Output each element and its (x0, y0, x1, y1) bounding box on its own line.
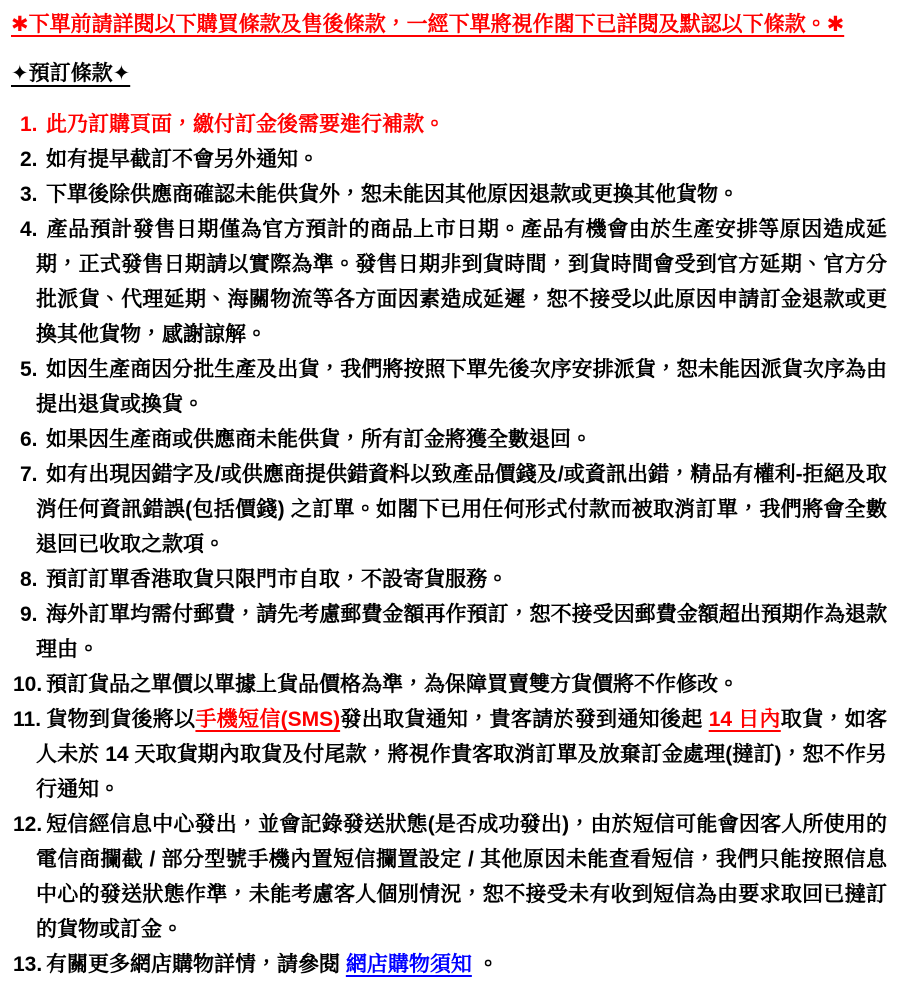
term-text (36, 708, 887, 801)
term-text (36, 463, 887, 556)
term-item-10 (10, 667, 887, 702)
store-shopping-guide-link[interactable]: 網店購物須知 (345, 953, 472, 976)
term-number: 7. (20, 463, 38, 486)
term-text-segment: 海外訂單均需付郵費，請先考慮郵費金額再作預訂，恕不接受因郵費金額超出預期作為退款理由。 (36, 603, 887, 661)
term-text (36, 603, 887, 661)
term-text-segment: 。 (471, 953, 499, 976)
term-text-segment: 如有提早截訂不會另外通知。 (46, 148, 319, 171)
term-text-segment: 產品預計發售日期僅為官方預計的商品上市日期。產品有機會由於生產安排等原因造成延期，正式發售日期請以實際為準。發售日期非到貨時間，到貨時間會受到官方延期、官方分批派貨、代理延期、海關物流等各方面因素造成延遲，恕不接受以此原因申請訂金退款或更換其他貨物，感謝諒解。 (36, 218, 887, 346)
term-number: 12. (13, 813, 43, 836)
term-text (46, 113, 445, 136)
term-number: 5. (20, 358, 38, 381)
preorder-terms-title-text: ✦預訂條款✦ (11, 62, 131, 85)
term-item-4 (10, 212, 887, 352)
preorder-terms-title (11, 59, 887, 89)
term-number: 11. (13, 708, 42, 731)
terms-list (10, 107, 887, 982)
term-item-3 (10, 177, 887, 212)
term-text-segment: 預訂訂單香港取貨只限門市自取，不設寄貨服務。 (46, 568, 508, 591)
term-text (46, 183, 739, 206)
purchase-notice-header: ✱下單前請詳閱以下購買條款及售後條款，一經下單將視作閣下已詳閱及默認以下條款。✱ (11, 13, 845, 36)
term-item-13 (10, 947, 887, 982)
term-item-2 (10, 142, 887, 177)
term-text (36, 813, 887, 941)
term-text-segment: 此乃訂購頁面，繳付訂金後需要進行補款。 (46, 113, 445, 136)
term-text (36, 358, 887, 416)
term-item-5 (10, 352, 887, 422)
term-item-1 (10, 107, 887, 142)
term-text (46, 148, 319, 171)
term-text-segment: 發出取貨通知，貴客請於發到通知後起 (340, 708, 709, 731)
term-number: 8. (20, 568, 38, 591)
term-number: 10. (13, 673, 43, 696)
term-text (46, 568, 508, 591)
term-text (46, 428, 592, 451)
term-text-segment: 有關更多網店購物詳情，請參閱 (46, 953, 346, 976)
term-number: 3. (20, 183, 38, 206)
term-text-segment: 如有出現因錯字及/或供應商提供錯資料以致產品價錢及/或資訊出錯，精品有權利-拒絕及取消任何資訊錯誤(包括價錢) 之訂單。如閣下已用任何形式付款而被取消訂單，我們將會全數退回已收取之款項。 (36, 463, 887, 556)
term-item-8 (10, 562, 887, 597)
term-number: 4. (20, 218, 38, 241)
term-text-segment: 取貨，如客人未於 14 天取貨期內取貨及付尾款，將視作貴客取消訂單及放棄訂金處理(撻訂)，恕不作另行通知。 (36, 708, 888, 801)
term-item-7 (10, 457, 887, 562)
term-number: 6. (20, 428, 38, 451)
term-item-11 (10, 702, 887, 807)
term-item-9 (10, 597, 887, 667)
term-text-segment: 預訂貨品之單價以單據上貨品價格為準，為保障買賣雙方貨價將不作修改。 (46, 673, 739, 696)
pickup-deadline-emphasis: 14 日內 (708, 708, 781, 731)
term-number: 13. (13, 953, 43, 976)
term-text-segment: 如因生產商因分批生產及出貨，我們將按照下單先後次序安排派貨，恕未能因派貨次序為由提出退貨或換貨。 (36, 358, 887, 416)
term-number: 9. (20, 603, 38, 626)
term-number: 2. (20, 148, 38, 171)
term-item-6 (10, 422, 887, 457)
term-text (46, 953, 499, 976)
term-text-segment: 貨物到貨後將以 (46, 708, 196, 731)
term-item-12 (10, 807, 887, 947)
term-text (46, 673, 739, 696)
term-text-segment: 下單後除供應商確認未能供貨外，恕未能因其他原因退款或更換其他貨物。 (46, 183, 739, 206)
term-text (36, 218, 887, 346)
term-text-segment: 如果因生產商或供應商未能供貨，所有訂金將獲全數退回。 (46, 428, 592, 451)
term-number: 1. (20, 113, 38, 136)
sms-notice-emphasis: 手機短信(SMS) (195, 708, 341, 731)
term-text-segment: 短信經信息中心發出，並會記錄發送狀態(是否成功發出)，由於短信可能會因客人所使用的電信商攔截 / 部分型號手機內置短信攔置設定 / 其他原因未能查看短信，我們只能按照信息中心的發送狀態作準，未能考慮客人個別情況，恕不接受未有收到短信為由要求取回已撻訂的貨物或訂金。 (36, 813, 887, 941)
